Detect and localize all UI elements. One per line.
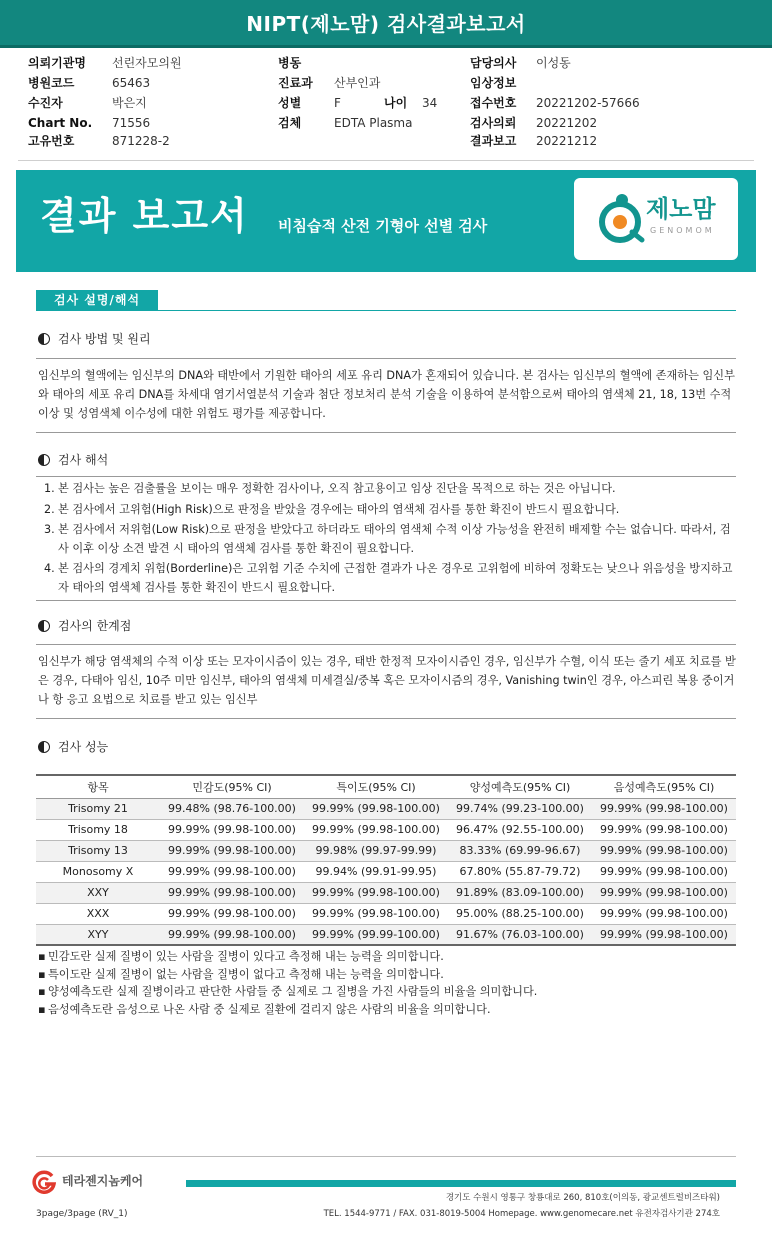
item-text: 본 검사는 높은 검출률을 보이는 매우 정확한 검사이나, 오직 참고용이고 임상 진단을 목적으로 하는 것은 아닙니다.: [58, 482, 616, 495]
table-cell: 99.99% (99.98-100.00): [304, 798, 448, 819]
note-text: 민감도란 실제 질병이 있는 사람을 질병이 있다고 측정해 내는 능력을 의미합니다.: [48, 950, 444, 963]
banner-subtitle: 비침습적 산전 기형아 선별 검사: [278, 217, 488, 235]
table-cell: 99.99% (99.98-100.00): [592, 882, 736, 903]
list-item: [44, 560, 738, 597]
performance-table: [36, 774, 736, 946]
performance-heading-text: 검사 성능: [58, 740, 109, 754]
patient-info: [28, 54, 748, 154]
bullet-icon: ▪: [38, 950, 46, 963]
bullet-icon: ▪: [38, 967, 46, 981]
column-header: 양성예측도(95% CI): [448, 775, 592, 798]
patient-name-value: 박은지: [112, 96, 147, 110]
result-banner: [16, 170, 756, 272]
item-number: 4.: [44, 562, 55, 575]
note-item: [38, 983, 738, 1001]
chart-no-value: 71556: [112, 116, 151, 130]
genomom-mother-child-icon: [596, 192, 648, 244]
table-cell: 99.74% (99.23-100.00): [448, 798, 592, 819]
table-cell: 91.89% (83.09-100.00): [448, 882, 592, 903]
note-text: 특이도란 실제 질병이 없는 사람을 질병이 없다고 측정해 내는 능력을 의미합니다.: [48, 967, 444, 981]
half-circle-icon: [38, 333, 50, 345]
clinical-info-label: 임상정보: [470, 76, 517, 90]
table-cell: 99.99% (99.98-100.00): [160, 840, 304, 861]
table-cell: 99.99% (99.98-100.00): [304, 819, 448, 840]
footer-divider: [36, 1156, 736, 1157]
item-text: 본 검사에서 고위험(High Risk)으로 판정을 받았을 경우에는 태아의 염색체 검사를 통한 확진이 반드시 필요합니다.: [58, 502, 620, 516]
column-header: 음성예측도(95% CI): [592, 775, 736, 798]
request-date-value: 20221202: [536, 116, 598, 130]
table-cell: 99.99% (99.98-100.00): [592, 903, 736, 924]
request-date-label: 검사의뢰: [470, 116, 517, 130]
table-cell: 99.99% (99.98-100.00): [304, 882, 448, 903]
interpretation-list: [44, 480, 738, 599]
age-value: 34: [422, 96, 438, 110]
institution-value: 선린자모의원: [112, 56, 182, 70]
bullet-icon: ▪: [38, 1002, 46, 1016]
list-item: [44, 480, 738, 499]
limitations-rule: [36, 644, 736, 645]
item-text: 본 검사에서 저위험(Low Risk)으로 판정을 받았다고 하더라도 태아의 염색체 수적 이상 가능성을 완전히 배제할 수는 없습니다. 따라서, 검사 이후 이상 소견 발견 시 태아의 염색체 검사를 통한 확진이 필요합니다.: [58, 523, 731, 555]
logo-text: 제노맘: [646, 195, 716, 223]
accession-label: 접수번호: [470, 96, 517, 110]
table-row: [36, 798, 736, 819]
table-cell: 99.94% (99.91-99.95): [304, 861, 448, 882]
table-cell: 99.99% (99.98-100.00): [160, 861, 304, 882]
table-cell: 99.99% (99.98-100.00): [592, 798, 736, 819]
list-item: [44, 521, 738, 558]
footer-accent-bar: [186, 1180, 736, 1187]
sex-label: 성별: [278, 96, 302, 110]
list-item: [44, 501, 738, 520]
table-cell: 96.47% (92.55-100.00): [448, 819, 592, 840]
performance-notes: [38, 948, 738, 1018]
item-text: 본 검사의 경계치 위험(Borderline)은 고위험 기준 수치에 근접한 결과가 나온 경우로 고위험에 비하여 정확도는 낮으나 위음성을 방지하고자 태아의 염색체 검사를 통한 확진이 반드시 필요합니다.: [58, 562, 733, 594]
logo-subtext: GENOMOM: [650, 226, 715, 235]
item-number: 1.: [44, 482, 55, 495]
company-address: 경기도 수원시 영통구 창룡대로 260, 810호(이의동, 광교센트럴비즈타워): [445, 1193, 720, 1203]
performance-heading: [38, 738, 108, 756]
accession-value: 20221202-57666: [536, 96, 640, 110]
table-cell: 99.99% (99.98-100.00): [160, 903, 304, 924]
institution-label: 의뢰기관명: [28, 56, 86, 70]
company-name: 테라젠지놈케어: [62, 1174, 144, 1188]
half-circle-icon: [38, 741, 50, 753]
column-header: 항목: [36, 775, 160, 798]
note-item: [38, 1001, 738, 1019]
interpretation-end-rule: [36, 600, 736, 601]
half-circle-icon: [38, 454, 50, 466]
chart-no-label: Chart No.: [28, 116, 93, 130]
half-circle-icon: [38, 620, 50, 632]
table-row: [36, 903, 736, 924]
interpretation-rule: [36, 476, 736, 477]
column-header: 민감도(95% CI): [160, 775, 304, 798]
limitations-end-rule: [36, 718, 736, 719]
table-cell: 99.99% (99.98-100.00): [592, 861, 736, 882]
unique-id-value: 871228-2: [112, 134, 170, 148]
table-cell: 99.99% (99.99-100.00): [304, 924, 448, 945]
table-cell: 95.00% (88.25-100.00): [448, 903, 592, 924]
doctor-value: 이성동: [536, 56, 571, 70]
table-cell: Trisomy 18: [36, 819, 160, 840]
doctor-label: 담당의사: [470, 56, 517, 70]
table-cell: 99.99% (99.98-100.00): [160, 882, 304, 903]
hospital-code-value: 65463: [112, 76, 151, 90]
table-cell: 99.99% (99.98-100.00): [592, 840, 736, 861]
limitations-heading: [38, 617, 131, 635]
company-contact: TEL. 1544-9771 / FAX. 031-8019-5004 Homepage. www.genomecare.net 유전자검사기관 274호: [323, 1209, 720, 1219]
report-title: NIPT(제노맘) 검사결과보고서: [0, 0, 772, 48]
department-value: 산부인과: [334, 76, 381, 90]
table-cell: 67.80% (55.87-79.72): [448, 861, 592, 882]
terragen-logo-icon: [32, 1170, 56, 1194]
report-date-value: 20221212: [536, 134, 598, 148]
table-cell: Trisomy 13: [36, 840, 160, 861]
section-tab-rule: [36, 310, 736, 311]
specimen-label: 검체: [278, 116, 302, 130]
table-cell: XXX: [36, 903, 160, 924]
table-cell: 99.48% (98.76-100.00): [160, 798, 304, 819]
table-row: [36, 861, 736, 882]
table-row: [36, 882, 736, 903]
table-row: [36, 819, 736, 840]
note-text: 음성예측도란 음성으로 나온 사람 중 실제로 질환에 걸리지 않은 사람의 비율을 의미합니다.: [48, 1002, 491, 1016]
report-date-label: 결과보고: [470, 134, 517, 148]
page-number: 3page/3page (RV_1): [36, 1209, 128, 1219]
interpretation-heading: [38, 451, 108, 469]
bullet-icon: ▪: [38, 985, 46, 998]
sex-value: F: [334, 96, 341, 110]
table-cell: 99.99% (99.98-100.00): [304, 903, 448, 924]
ward-label: 병동: [278, 56, 302, 70]
table-cell: 83.33% (69.99-96.67): [448, 840, 592, 861]
limitations-text: 임신부가 해당 염색체의 수적 이상 또는 모자이시즘이 있는 경우, 태반 한정적 모자이시즘인 경우, 임신부가 수혈, 이식 또는 줄기 세포 치료를 받은 경우, 다태아 임신, 10주 미만 임신부, 태아의 염색체 미세결실/중복 혹은 모자이시즘의 경우, Vanishing twin인 경우, 아스피린 복용 중이거나 항 응고 요법으로 치료를 받고 있는 임신부: [38, 655, 736, 706]
specimen-value: EDTA Plasma: [334, 116, 413, 130]
table-cell: 99.99% (99.98-100.00): [592, 819, 736, 840]
table-cell: XYY: [36, 924, 160, 945]
interpretation-heading-text: 검사 해석: [58, 453, 109, 467]
patient-name-label: 수진자: [28, 96, 63, 110]
table-cell: 99.99% (99.98-100.00): [160, 924, 304, 945]
note-item: [38, 948, 738, 966]
note-text: 양성예측도란 실제 질병이라고 판단한 사람들 중 실제로 그 질병을 가진 사람들의 비율을 의미합니다.: [48, 985, 538, 998]
hospital-code-label: 병원코드: [28, 76, 75, 90]
table-cell: Trisomy 21: [36, 798, 160, 819]
method-heading-text: 검사 방법 및 원리: [58, 332, 151, 346]
table-cell: 91.67% (76.03-100.00): [448, 924, 592, 945]
department-label: 진료과: [278, 76, 313, 90]
genomom-logo: [574, 178, 738, 260]
method-end-rule: [36, 432, 736, 433]
table-row: [36, 840, 736, 861]
item-number: 2.: [44, 502, 55, 516]
banner-title: 결과 보고서: [40, 194, 249, 238]
info-divider: [18, 160, 754, 161]
limitations-heading-text: 검사의 한계점: [58, 619, 132, 633]
table-row: [36, 924, 736, 945]
table-cell: Monosomy X: [36, 861, 160, 882]
table-cell: 99.99% (99.98-100.00): [592, 924, 736, 945]
column-header: 특이도(95% CI): [304, 775, 448, 798]
unique-id-label: 고유번호: [28, 134, 75, 148]
table-cell: 99.99% (99.98-100.00): [160, 819, 304, 840]
table-header-row: [36, 775, 736, 798]
item-number: 3.: [44, 523, 55, 536]
table-cell: 99.98% (99.97-99.99): [304, 840, 448, 861]
age-label: 나이: [384, 96, 408, 110]
method-rule: [36, 358, 736, 359]
method-text: 임신부의 혈액에는 임신부의 DNA와 태반에서 기원한 태아의 세포 유리 DNA가 혼재되어 있습니다. 본 검사는 임신부의 혈액에 존재하는 임신부와 태아의 세포 유리 DNA를 차세대 염기서열분석 기술과 첨단 정보처리 분석 기술을 이용하여 분석함으로써 태아의 염색체 21, 18, 13번 수적 이상 및 성염색체 이수성에 대한 위험도 평가를 제공합니다.: [38, 369, 735, 420]
note-item: [38, 966, 738, 984]
method-heading: [38, 330, 151, 348]
table-cell: XXY: [36, 882, 160, 903]
section-tab: 검사 설명/해석: [36, 290, 158, 310]
